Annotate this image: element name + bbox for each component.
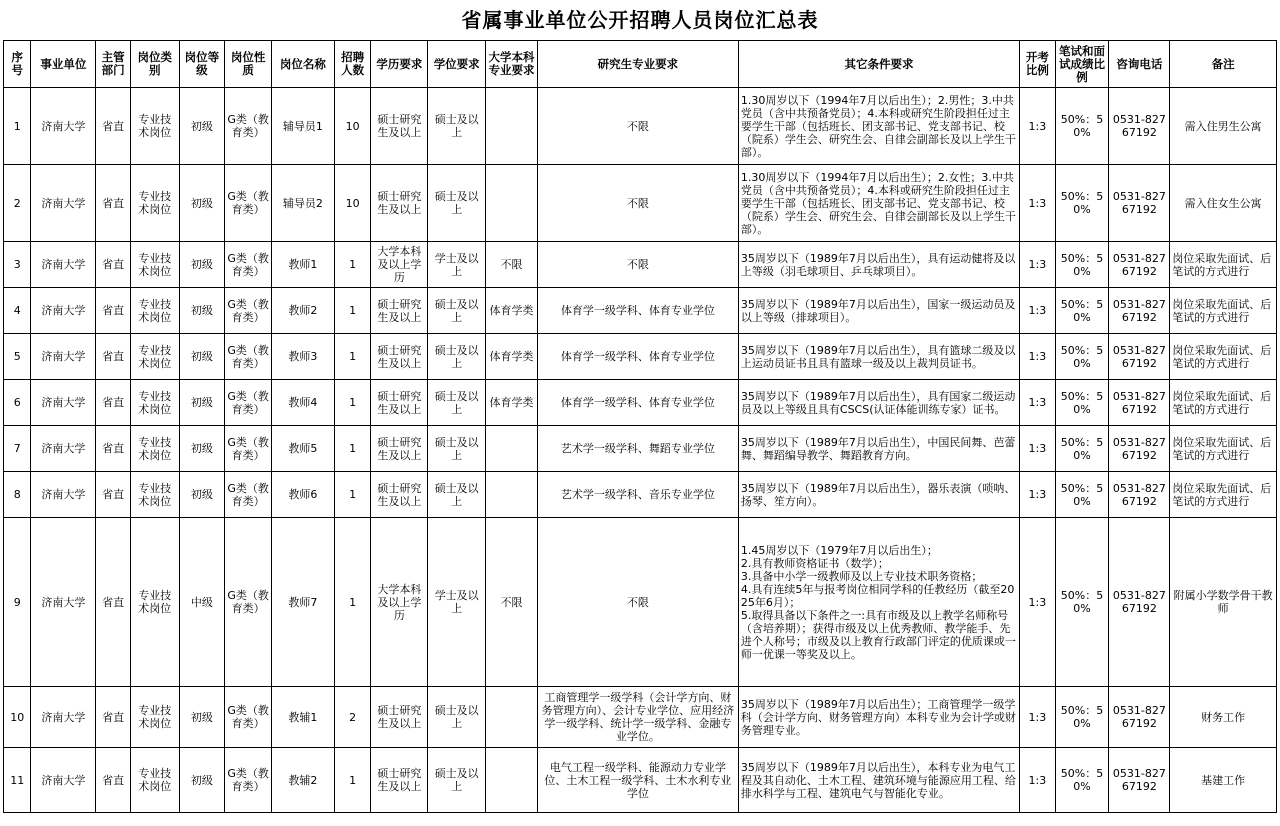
table-row <box>4 518 1277 687</box>
col-post-category-cell: 专业技术岗位 <box>130 518 179 687</box>
col-post-name-cell: 教师3 <box>271 334 334 380</box>
col-post-category-cell: 专业技术岗位 <box>130 242 179 288</box>
table-row <box>4 472 1277 518</box>
col-department-header: 主管部门 <box>96 41 131 88</box>
col-grad-major-cell: 体育学一级学科、体育专业学位 <box>537 334 738 380</box>
col-index-cell: 6 <box>4 380 31 426</box>
col-post-nature-cell: G类（教育类） <box>225 426 272 472</box>
col-other-conditions-cell: 35周岁以下（1989年7月以后出生），具有运动健将及以上等级（羽毛球项目、乒乓球项目）。 <box>738 242 1019 288</box>
col-index-cell: 2 <box>4 165 31 242</box>
col-remarks-cell: 岗位采取先面试、后笔试的方式进行 <box>1170 472 1277 518</box>
col-post-name-cell: 教师7 <box>271 518 334 687</box>
col-grad-major-cell: 工商管理学一级学科（会计学方向、财务管理方向）、会计专业学位、应用经济学一级学科、统计学一级学科、金融专业学位。 <box>537 687 738 748</box>
col-other-conditions-cell: 35周岁以下（1989年7月以后出生），器乐表演（唢呐、扬琴、笙方向）。 <box>738 472 1019 518</box>
col-department-cell: 省直 <box>96 748 131 813</box>
col-education-cell: 硕士研究生及以上 <box>371 472 428 518</box>
col-phone-cell: 0531-82767192 <box>1109 748 1170 813</box>
col-degree-cell: 硕士及以上 <box>428 165 486 242</box>
col-degree-cell: 硕士及以上 <box>428 687 486 748</box>
col-post-name-cell: 教辅1 <box>271 687 334 748</box>
col-education-header: 学历要求 <box>371 41 428 88</box>
col-headcount-cell: 1 <box>334 472 371 518</box>
col-post-name-cell: 教师1 <box>271 242 334 288</box>
col-post-nature-cell: G类（教育类） <box>225 518 272 687</box>
col-grad-major-cell: 不限 <box>537 518 738 687</box>
col-grad-major-cell: 体育学一级学科、体育专业学位 <box>537 288 738 334</box>
col-post-level-cell: 初级 <box>179 88 225 165</box>
col-phone-cell: 0531-82767192 <box>1109 426 1170 472</box>
col-grad-major-cell: 不限 <box>537 242 738 288</box>
col-post-level-cell: 初级 <box>179 687 225 748</box>
col-exam-ratio-cell: 1:3 <box>1020 748 1056 813</box>
col-unit-cell: 济南大学 <box>31 380 96 426</box>
col-headcount-header: 招聘人数 <box>334 41 371 88</box>
col-index-cell: 4 <box>4 288 31 334</box>
col-degree-cell: 硕士及以上 <box>428 334 486 380</box>
col-other-conditions-cell: 1.30周岁以下（1994年7月以后出生）；2.女性；3.中共党员（含中共预备党员）；4.本科或研究生阶段担任过主要学生干部（包括班长、团支部书记、党支部书记、校（院系）学生会、研究生会、自律会副部长及以上学生干部）。 <box>738 165 1019 242</box>
col-remarks-cell: 财务工作 <box>1170 687 1277 748</box>
header-row <box>4 41 1277 88</box>
col-other-conditions-cell: 35周岁以下（1989年7月以后出生），具有篮球二级及以上运动员证书且具有篮球一级及以上裁判员证书。 <box>738 334 1019 380</box>
col-post-nature-cell: G类（教育类） <box>225 687 272 748</box>
col-unit-cell: 济南大学 <box>31 288 96 334</box>
col-undergrad-major-cell <box>486 426 538 472</box>
col-index-header: 序号 <box>4 41 31 88</box>
col-post-name-cell: 教师2 <box>271 288 334 334</box>
col-headcount-cell: 1 <box>334 518 371 687</box>
col-department-cell: 省直 <box>96 165 131 242</box>
col-post-level-cell: 初级 <box>179 165 225 242</box>
col-index-cell: 5 <box>4 334 31 380</box>
col-post-nature-cell: G类（教育类） <box>225 88 272 165</box>
col-exam-ratio-cell: 1:3 <box>1020 426 1056 472</box>
col-department-cell: 省直 <box>96 242 131 288</box>
col-score-ratio-header: 笔试和面试成绩比例 <box>1055 41 1109 88</box>
col-score-ratio-cell: 50%：50% <box>1055 687 1109 748</box>
col-post-level-cell: 初级 <box>179 748 225 813</box>
col-department-cell: 省直 <box>96 334 131 380</box>
col-post-category-cell: 专业技术岗位 <box>130 687 179 748</box>
col-department-cell: 省直 <box>96 687 131 748</box>
col-undergrad-major-cell <box>486 472 538 518</box>
col-grad-major-cell: 艺术学一级学科、音乐专业学位 <box>537 472 738 518</box>
col-grad-major-header: 研究生专业要求 <box>537 41 738 88</box>
col-remarks-cell: 需入住女生公寓 <box>1170 165 1277 242</box>
col-exam-ratio-header: 开考比例 <box>1020 41 1056 88</box>
col-unit-cell: 济南大学 <box>31 518 96 687</box>
col-phone-cell: 0531-82767192 <box>1109 242 1170 288</box>
col-education-cell: 大学本科及以上学历 <box>371 242 428 288</box>
col-exam-ratio-cell: 1:3 <box>1020 88 1056 165</box>
col-degree-cell: 硕士及以上 <box>428 380 486 426</box>
col-score-ratio-cell: 50%：50% <box>1055 426 1109 472</box>
col-grad-major-cell: 不限 <box>537 165 738 242</box>
col-education-cell: 硕士研究生及以上 <box>371 165 428 242</box>
col-score-ratio-cell: 50%：50% <box>1055 518 1109 687</box>
col-score-ratio-cell: 50%：50% <box>1055 165 1109 242</box>
table-row <box>4 88 1277 165</box>
col-grad-major-cell: 体育学一级学科、体育专业学位 <box>537 380 738 426</box>
col-education-cell: 硕士研究生及以上 <box>371 687 428 748</box>
col-remarks-cell: 需入住男生公寓 <box>1170 88 1277 165</box>
col-exam-ratio-cell: 1:3 <box>1020 165 1056 242</box>
table-row <box>4 242 1277 288</box>
col-department-cell: 省直 <box>96 288 131 334</box>
col-remarks-cell: 附属小学数学骨干教师 <box>1170 518 1277 687</box>
col-grad-major-cell: 电气工程一级学科、能源动力专业学位、土木工程一级学科、土木水利专业学位 <box>537 748 738 813</box>
col-other-conditions-cell: 35周岁以下（1989年7月以后出生），中国民间舞、芭蕾舞、舞蹈编导教学、舞蹈教育方向。 <box>738 426 1019 472</box>
col-degree-cell: 硕士及以上 <box>428 288 486 334</box>
col-unit-cell: 济南大学 <box>31 748 96 813</box>
col-phone-cell: 0531-82767192 <box>1109 88 1170 165</box>
col-degree-cell: 硕士及以上 <box>428 426 486 472</box>
col-post-nature-cell: G类（教育类） <box>225 288 272 334</box>
col-score-ratio-cell: 50%：50% <box>1055 288 1109 334</box>
col-post-level-cell: 初级 <box>179 380 225 426</box>
col-post-level-cell: 初级 <box>179 242 225 288</box>
col-index-cell: 3 <box>4 242 31 288</box>
col-post-category-cell: 专业技术岗位 <box>130 472 179 518</box>
col-post-level-cell: 初级 <box>179 426 225 472</box>
col-remarks-cell: 岗位采取先面试、后笔试的方式进行 <box>1170 288 1277 334</box>
col-other-conditions-cell: 35周岁以下（1989年7月以后出生）；工商管理学一级学科（会计学方向、财务管理方向）本科专业为会计学或财务管理专业。 <box>738 687 1019 748</box>
col-degree-cell: 硕士及以上 <box>428 88 486 165</box>
col-score-ratio-cell: 50%：50% <box>1055 380 1109 426</box>
col-phone-cell: 0531-82767192 <box>1109 380 1170 426</box>
col-undergrad-major-cell <box>486 165 538 242</box>
col-exam-ratio-cell: 1:3 <box>1020 687 1056 748</box>
col-post-category-cell: 专业技术岗位 <box>130 426 179 472</box>
col-unit-header: 事业单位 <box>31 41 96 88</box>
col-post-nature-cell: G类（教育类） <box>225 165 272 242</box>
col-post-level-cell: 初级 <box>179 472 225 518</box>
col-post-category-cell: 专业技术岗位 <box>130 165 179 242</box>
col-headcount-cell: 1 <box>334 380 371 426</box>
col-post-category-header: 岗位类别 <box>130 41 179 88</box>
col-remarks-header: 备注 <box>1170 41 1277 88</box>
col-post-nature-cell: G类（教育类） <box>225 472 272 518</box>
col-remarks-cell: 岗位采取先面试、后笔试的方式进行 <box>1170 380 1277 426</box>
col-education-cell: 硕士研究生及以上 <box>371 88 428 165</box>
col-post-name-cell: 辅导员2 <box>271 165 334 242</box>
col-education-cell: 大学本科及以上学历 <box>371 518 428 687</box>
col-degree-cell: 学士及以上 <box>428 518 486 687</box>
col-department-cell: 省直 <box>96 426 131 472</box>
col-exam-ratio-cell: 1:3 <box>1020 472 1056 518</box>
col-phone-header: 咨询电话 <box>1109 41 1170 88</box>
col-undergrad-major-cell: 体育学类 <box>486 288 538 334</box>
col-phone-cell: 0531-82767192 <box>1109 288 1170 334</box>
table-row <box>4 165 1277 242</box>
col-post-category-cell: 专业技术岗位 <box>130 88 179 165</box>
col-degree-cell: 硕士及以上 <box>428 748 486 813</box>
table-row <box>4 687 1277 748</box>
col-unit-cell: 济南大学 <box>31 472 96 518</box>
table-row <box>4 748 1277 813</box>
col-post-nature-cell: G类（教育类） <box>225 380 272 426</box>
table-row <box>4 426 1277 472</box>
col-post-name-cell: 教师5 <box>271 426 334 472</box>
col-remarks-cell: 岗位采取先面试、后笔试的方式进行 <box>1170 242 1277 288</box>
col-other-conditions-cell: 35周岁以下（1989年7月以后出生），本科专业为电气工程及其自动化、土木工程、建筑环境与能源应用工程、给排水科学与工程、建筑电气与智能化专业。 <box>738 748 1019 813</box>
col-index-cell: 9 <box>4 518 31 687</box>
col-post-name-cell: 教师6 <box>271 472 334 518</box>
col-education-cell: 硕士研究生及以上 <box>371 380 428 426</box>
col-undergrad-major-cell <box>486 687 538 748</box>
col-headcount-cell: 1 <box>334 334 371 380</box>
table-title: 省属事业单位公开招聘人员岗位汇总表 <box>461 8 819 32</box>
col-department-cell: 省直 <box>96 518 131 687</box>
col-undergrad-major-cell: 体育学类 <box>486 380 538 426</box>
col-index-cell: 11 <box>4 748 31 813</box>
col-post-name-cell: 辅导员1 <box>271 88 334 165</box>
col-unit-cell: 济南大学 <box>31 88 96 165</box>
col-score-ratio-cell: 50%：50% <box>1055 242 1109 288</box>
col-other-conditions-cell: 35周岁以下（1989年7月以后出生），国家一级运动员及以上等级（排球项目）。 <box>738 288 1019 334</box>
col-department-cell: 省直 <box>96 88 131 165</box>
col-headcount-cell: 1 <box>334 288 371 334</box>
col-degree-cell: 硕士及以上 <box>428 472 486 518</box>
col-degree-header: 学位要求 <box>428 41 486 88</box>
col-unit-cell: 济南大学 <box>31 334 96 380</box>
col-unit-cell: 济南大学 <box>31 426 96 472</box>
col-post-level-header: 岗位等级 <box>179 41 225 88</box>
col-education-cell: 硕士研究生及以上 <box>371 334 428 380</box>
col-undergrad-major-cell: 不限 <box>486 242 538 288</box>
col-post-level-cell: 初级 <box>179 334 225 380</box>
col-other-conditions-cell: 35周岁以下（1989年7月以后出生），具有国家二级运动员及以上等级且具有CSCS(认证体能训练专家）证书。 <box>738 380 1019 426</box>
col-score-ratio-cell: 50%：50% <box>1055 334 1109 380</box>
col-grad-major-cell: 不限 <box>537 88 738 165</box>
col-post-name-cell: 教师4 <box>271 380 334 426</box>
col-phone-cell: 0531-82767192 <box>1109 518 1170 687</box>
col-post-name-header: 岗位名称 <box>271 41 334 88</box>
col-post-level-cell: 中级 <box>179 518 225 687</box>
col-post-name-cell: 教辅2 <box>271 748 334 813</box>
col-remarks-cell: 岗位采取先面试、后笔试的方式进行 <box>1170 334 1277 380</box>
col-remarks-cell: 基建工作 <box>1170 748 1277 813</box>
col-exam-ratio-cell: 1:3 <box>1020 242 1056 288</box>
col-undergrad-major-cell: 体育学类 <box>486 334 538 380</box>
col-undergrad-major-cell: 不限 <box>486 518 538 687</box>
col-post-category-cell: 专业技术岗位 <box>130 748 179 813</box>
positions-table <box>3 40 1277 813</box>
col-phone-cell: 0531-82767192 <box>1109 334 1170 380</box>
col-department-cell: 省直 <box>96 472 131 518</box>
col-other-conditions-cell: 1.45周岁以下（1979年7月以后出生）； 2.具有教师资格证书（数学）； 3.具备中小学一级教师及以上专业技术职务资格； 4.具有连续5年与报考岗位相同学科的任教经历（截至2025年6月）； 5.取得具备以下条件之一:具有市级及以上教学名师称号（含培养期）；获得市级及以上优秀教师、教学能手、先进个人称号；市级及以上教育行政部门评定的优质课或一师一优课一等奖及以上。 <box>738 518 1019 687</box>
col-score-ratio-cell: 50%：50% <box>1055 472 1109 518</box>
col-exam-ratio-cell: 1:3 <box>1020 334 1056 380</box>
col-undergrad-major-header: 大学本科专业要求 <box>486 41 538 88</box>
col-index-cell: 7 <box>4 426 31 472</box>
col-post-nature-header: 岗位性质 <box>225 41 272 88</box>
col-unit-cell: 济南大学 <box>31 165 96 242</box>
col-unit-cell: 济南大学 <box>31 687 96 748</box>
col-exam-ratio-cell: 1:3 <box>1020 380 1056 426</box>
col-index-cell: 1 <box>4 88 31 165</box>
col-exam-ratio-cell: 1:3 <box>1020 288 1056 334</box>
col-education-cell: 硕士研究生及以上 <box>371 288 428 334</box>
col-undergrad-major-cell <box>486 748 538 813</box>
col-headcount-cell: 1 <box>334 748 371 813</box>
col-index-cell: 8 <box>4 472 31 518</box>
col-post-nature-cell: G类（教育类） <box>225 242 272 288</box>
col-post-category-cell: 专业技术岗位 <box>130 380 179 426</box>
col-post-level-cell: 初级 <box>179 288 225 334</box>
col-score-ratio-cell: 50%：50% <box>1055 748 1109 813</box>
col-grad-major-cell: 艺术学一级学科、舞蹈专业学位 <box>537 426 738 472</box>
col-degree-cell: 学士及以上 <box>428 242 486 288</box>
col-post-nature-cell: G类（教育类） <box>225 748 272 813</box>
col-index-cell: 10 <box>4 687 31 748</box>
col-phone-cell: 0531-82767192 <box>1109 472 1170 518</box>
col-headcount-cell: 10 <box>334 88 371 165</box>
col-undergrad-major-cell <box>486 88 538 165</box>
col-phone-cell: 0531-82767192 <box>1109 165 1170 242</box>
col-headcount-cell: 2 <box>334 687 371 748</box>
col-remarks-cell: 岗位采取先面试、后笔试的方式进行 <box>1170 426 1277 472</box>
table-row <box>4 334 1277 380</box>
col-score-ratio-cell: 50%：50% <box>1055 88 1109 165</box>
col-education-cell: 硕士研究生及以上 <box>371 426 428 472</box>
col-other-conditions-header: 其它条件要求 <box>738 41 1019 88</box>
table-row <box>4 380 1277 426</box>
col-post-category-cell: 专业技术岗位 <box>130 288 179 334</box>
col-department-cell: 省直 <box>96 380 131 426</box>
col-phone-cell: 0531-82767192 <box>1109 687 1170 748</box>
col-headcount-cell: 10 <box>334 165 371 242</box>
col-post-nature-cell: G类（教育类） <box>225 334 272 380</box>
col-headcount-cell: 1 <box>334 242 371 288</box>
col-other-conditions-cell: 1.30周岁以下（1994年7月以后出生）；2.男性；3.中共党员（含中共预备党员）；4.本科或研究生阶段担任过主要学生干部（包括班长、团支部书记、党支部书记、校（院系）学生会、研究生会、自律会副部长及以上学生干部）。 <box>738 88 1019 165</box>
col-education-cell: 硕士研究生及以上 <box>371 748 428 813</box>
col-post-category-cell: 专业技术岗位 <box>130 334 179 380</box>
col-headcount-cell: 1 <box>334 426 371 472</box>
table-row <box>4 288 1277 334</box>
col-exam-ratio-cell: 1:3 <box>1020 518 1056 687</box>
col-unit-cell: 济南大学 <box>31 242 96 288</box>
